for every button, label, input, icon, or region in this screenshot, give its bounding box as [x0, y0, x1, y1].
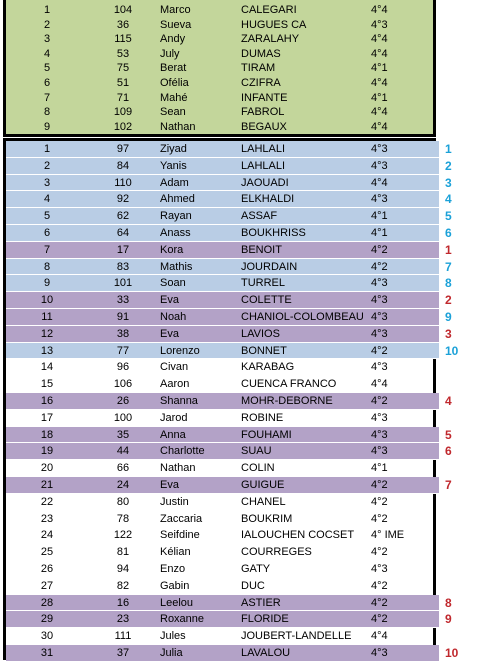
bib-number-cell: 64	[116, 227, 130, 239]
class-cell: 4°1	[371, 91, 388, 104]
bib-number-cell: 110	[114, 176, 132, 189]
first-name-cell: Zaccaria	[160, 512, 203, 525]
position-cell: 24	[40, 529, 54, 542]
last-name-cell: FABROL	[241, 106, 285, 119]
first-name-cell: Yanis	[160, 159, 187, 172]
position-cell: 5	[43, 62, 51, 75]
first-name-cell: Lorenzo	[160, 344, 200, 357]
class-cell: 4°2	[371, 395, 388, 407]
rank-label: 10	[445, 343, 459, 358]
rank-label: 8	[445, 276, 452, 291]
bib-number-cell: 23	[116, 613, 130, 626]
main-group-block	[3, 138, 436, 660]
class-cell: 4°3	[371, 193, 388, 206]
position-cell: 16	[40, 395, 54, 407]
class-cell: 4°2	[371, 596, 388, 609]
table-row	[6, 393, 439, 410]
first-name-cell: Marco	[160, 4, 191, 16]
class-cell: 4°2	[371, 512, 388, 525]
first-name-cell: Julia	[160, 647, 183, 659]
first-name-cell: Enzo	[160, 563, 186, 575]
class-cell: 4°4	[371, 4, 388, 16]
class-cell: 4°3	[371, 647, 388, 659]
table-row	[6, 119, 439, 136]
rank-label: 2	[445, 158, 452, 173]
class-cell: 4°3	[371, 428, 388, 441]
first-name-cell: Eva	[160, 294, 179, 307]
table-row	[6, 343, 439, 360]
position-cell: 3	[43, 33, 51, 46]
class-cell: 4°4	[371, 77, 388, 89]
rank-label: 5	[445, 427, 452, 442]
position-cell: 31	[40, 647, 54, 659]
class-cell: 4°4	[371, 176, 388, 189]
table-row	[6, 611, 439, 628]
rank-label: 3	[445, 175, 452, 190]
table-row	[6, 175, 439, 192]
last-name-cell: BOUKHRISS	[241, 227, 306, 239]
top-group-block	[3, 0, 436, 137]
first-name-cell: Eva	[160, 479, 179, 491]
rank-label: 8	[445, 595, 452, 610]
bib-number-cell: 38	[116, 327, 130, 340]
class-cell: 4°3	[371, 361, 388, 374]
table-row	[6, 242, 439, 259]
rank-label: 4	[445, 394, 452, 408]
rank-label: 4	[445, 192, 452, 207]
position-cell: 14	[40, 361, 54, 374]
table-row	[6, 326, 439, 343]
bib-number-cell: 96	[116, 361, 130, 374]
class-cell: 4°4	[371, 47, 388, 60]
last-name-cell: COLETTE	[241, 294, 292, 307]
last-name-cell: FLORIDE	[241, 613, 289, 626]
position-cell: 6	[43, 77, 51, 89]
bib-number-cell: 44	[116, 445, 130, 458]
position-cell: 26	[40, 563, 54, 575]
last-name-cell: CHANEL	[241, 495, 286, 508]
bib-number-cell: 84	[116, 159, 130, 172]
rank-label: 1	[445, 242, 452, 257]
last-name-cell: DUC	[241, 579, 265, 592]
table-row	[6, 275, 439, 292]
first-name-cell: Aaron	[160, 378, 190, 391]
last-name-cell: CALEGARI	[241, 4, 297, 16]
bib-number-cell: 83	[116, 260, 130, 273]
table-row	[6, 259, 439, 276]
position-cell: 10	[40, 294, 54, 307]
first-name-cell: Soan	[160, 277, 186, 290]
position-cell: 1	[43, 143, 51, 155]
last-name-cell: CUENCA FRANCO	[241, 378, 337, 391]
first-name-cell: Ziyad	[160, 143, 187, 155]
bib-number-cell: 104	[113, 4, 133, 16]
class-cell: 4°1	[371, 210, 388, 223]
class-cell: 4°4	[371, 120, 388, 133]
last-name-cell: DUMAS	[241, 47, 281, 60]
first-name-cell: Leelou	[160, 596, 194, 609]
bib-number-cell: 101	[113, 277, 133, 290]
table-row	[6, 578, 439, 595]
bib-number-cell: 51	[116, 77, 130, 89]
table-row	[6, 225, 439, 242]
bib-number-cell: 24	[116, 479, 130, 491]
class-cell: 4° IME	[371, 529, 405, 542]
table-row	[6, 511, 439, 528]
rank-label: 1	[445, 142, 452, 156]
last-name-cell: LAVIOS	[241, 327, 280, 340]
position-cell: 3	[43, 176, 51, 189]
position-cell: 6	[43, 227, 51, 239]
table-row	[6, 443, 439, 460]
position-cell: 25	[40, 546, 54, 559]
rank-label: 2	[445, 293, 452, 308]
table-row	[6, 628, 439, 645]
bib-number-cell: 111	[114, 630, 132, 643]
bib-number-cell: 122	[113, 529, 133, 542]
class-cell: 4°2	[371, 260, 388, 273]
table-row	[6, 410, 439, 427]
table-row	[6, 527, 439, 544]
class-cell: 4°1	[371, 62, 388, 75]
table-row	[6, 376, 439, 393]
table-row	[6, 645, 439, 662]
last-name-cell: BENOIT	[241, 243, 282, 256]
position-cell: 30	[40, 630, 54, 643]
position-cell: 4	[43, 47, 51, 60]
last-name-cell: CZIFRA	[241, 77, 281, 89]
last-name-cell: BOUKRIM	[241, 512, 293, 525]
position-cell: 5	[43, 210, 51, 223]
table-row	[6, 494, 439, 511]
bib-number-cell: 75	[116, 62, 130, 75]
bib-number-cell: 97	[116, 143, 130, 155]
table-row	[6, 460, 439, 477]
position-cell: 9	[43, 120, 51, 133]
position-cell: 2	[43, 159, 51, 172]
first-name-cell: Shanna	[160, 395, 198, 407]
class-cell: 4°2	[371, 495, 388, 508]
position-cell: 19	[40, 445, 54, 458]
table-row	[6, 359, 439, 376]
class-cell: 4°3	[371, 18, 388, 31]
last-name-cell: JAOUADI	[241, 176, 289, 189]
bib-number-cell: 16	[116, 596, 130, 609]
table-row	[6, 158, 439, 175]
position-cell: 12	[40, 327, 54, 340]
bib-number-cell: 109	[113, 106, 133, 119]
last-name-cell: GUIGUE	[241, 479, 285, 491]
first-name-cell: Ofélia	[160, 77, 189, 89]
table-row	[6, 544, 439, 561]
bib-number-cell: 100	[113, 411, 133, 424]
rank-label: 6	[445, 444, 452, 459]
class-cell: 4°3	[371, 294, 388, 307]
class-cell: 4°3	[371, 563, 388, 575]
position-cell: 8	[43, 260, 51, 273]
position-cell: 4	[43, 193, 51, 206]
class-cell: 4°4	[371, 33, 388, 46]
bib-number-cell: 26	[116, 395, 130, 407]
first-name-cell: Civan	[160, 361, 189, 374]
position-cell: 11	[41, 311, 53, 323]
position-cell: 8	[43, 106, 51, 119]
bib-number-cell: 115	[114, 33, 132, 46]
table-row	[6, 292, 439, 309]
position-cell: 22	[40, 495, 54, 508]
bib-number-cell: 71	[116, 91, 130, 104]
last-name-cell: COURREGES	[241, 546, 312, 559]
first-name-cell: Charlotte	[160, 445, 205, 458]
class-cell: 4°1	[371, 227, 388, 239]
last-name-cell: COLIN	[241, 462, 275, 475]
rank-label: 6	[445, 226, 452, 240]
table-row	[6, 477, 439, 494]
position-cell: 7	[43, 243, 51, 256]
rank-label: 3	[445, 326, 452, 341]
first-name-cell: July	[160, 47, 180, 60]
first-name-cell: Eva	[160, 327, 179, 340]
position-cell: 1	[43, 4, 51, 16]
bib-number-cell: 62	[116, 210, 130, 223]
table-row	[6, 309, 439, 326]
last-name-cell: ROBINE	[241, 411, 284, 424]
bib-number-cell: 36	[116, 18, 130, 31]
last-name-cell: CHANIOL-COLOMBEAU	[241, 311, 364, 323]
first-name-cell: Roxanne	[160, 613, 205, 626]
first-name-cell: Nathan	[160, 120, 196, 133]
class-cell: 4°2	[371, 344, 388, 357]
last-name-cell: GATY	[241, 563, 271, 575]
position-cell: 28	[40, 596, 54, 609]
class-cell: 4°2	[371, 579, 388, 592]
position-cell: 20	[40, 462, 54, 475]
class-cell: 4°3	[371, 327, 388, 340]
bib-number-cell: 33	[116, 294, 130, 307]
table-row	[6, 427, 439, 444]
position-cell: 2	[43, 18, 51, 31]
table-row	[6, 191, 439, 208]
bib-number-cell: 37	[116, 647, 130, 659]
rank-label: 5	[445, 209, 452, 224]
position-cell: 23	[40, 512, 54, 525]
class-cell: 4°3	[371, 143, 388, 155]
class-cell: 4°2	[371, 243, 388, 256]
first-name-cell: Kora	[160, 243, 184, 256]
first-name-cell: Anass	[160, 227, 191, 239]
table-row	[6, 561, 439, 578]
last-name-cell: MOHR-DEBORNE	[241, 395, 333, 407]
last-name-cell: ZARALAHY	[241, 33, 300, 46]
first-name-cell: Nathan	[160, 462, 196, 475]
bib-number-cell: 106	[113, 378, 133, 391]
last-name-cell: BONNET	[241, 344, 287, 357]
first-name-cell: Noah	[160, 311, 187, 323]
last-name-cell: LAHLALI	[241, 143, 286, 155]
first-name-cell: Rayan	[160, 210, 192, 223]
bib-number-cell: 82	[116, 579, 130, 592]
table-row	[6, 208, 439, 225]
first-name-cell: Justin	[160, 495, 189, 508]
last-name-cell: ASSAF	[241, 210, 278, 223]
bib-number-cell: 81	[116, 546, 130, 559]
table-row	[6, 595, 439, 612]
last-name-cell: JOURDAIN	[241, 260, 298, 273]
last-name-cell: IALOUCHEN COCSET	[241, 529, 355, 542]
position-cell: 13	[40, 344, 54, 357]
position-cell: 21	[40, 479, 54, 491]
first-name-cell: Seifdine	[160, 529, 200, 542]
position-cell: 18	[40, 428, 54, 441]
position-cell: 15	[40, 378, 54, 391]
last-name-cell: KARABAG	[241, 361, 295, 374]
table-row	[6, 141, 439, 158]
class-cell: 4°3	[371, 159, 388, 172]
last-name-cell: BEGAUX	[241, 120, 287, 133]
bib-number-cell: 91	[116, 311, 130, 323]
first-name-cell: Adam	[160, 176, 189, 189]
class-cell: 4°4	[371, 630, 388, 643]
position-cell: 17	[40, 411, 54, 424]
class-cell: 4°2	[371, 479, 388, 491]
class-cell: 4°3	[371, 311, 388, 323]
bib-number-cell: 66	[116, 462, 130, 475]
class-cell: 4°3	[371, 411, 388, 424]
bib-number-cell: 92	[116, 193, 130, 206]
position-cell: 29	[40, 613, 54, 626]
class-cell: 4°1	[371, 462, 388, 475]
first-name-cell: Sean	[160, 106, 186, 119]
class-cell: 4°3	[371, 277, 388, 290]
position-cell: 9	[43, 277, 51, 290]
last-name-cell: LAHLALI	[241, 159, 286, 172]
last-name-cell: SUAU	[241, 445, 272, 458]
last-name-cell: LAVALOU	[241, 647, 291, 659]
last-name-cell: ASTIER	[241, 596, 281, 609]
first-name-cell: Berat	[160, 62, 187, 75]
last-name-cell: FOUHAMI	[241, 428, 292, 441]
rank-label: 10	[445, 646, 459, 660]
bib-number-cell: 94	[116, 563, 130, 575]
bib-number-cell: 80	[116, 495, 130, 508]
bib-number-cell: 17	[116, 243, 130, 256]
first-name-cell: Gabin	[160, 579, 190, 592]
first-name-cell: Jules	[160, 630, 186, 643]
bib-number-cell: 77	[116, 344, 130, 357]
first-name-cell: Jarod	[160, 411, 188, 424]
bib-number-cell: 102	[113, 120, 133, 133]
first-name-cell: Anna	[160, 428, 186, 441]
class-cell: 4°4	[371, 378, 388, 391]
last-name-cell: HUGUES CA	[241, 18, 307, 31]
rank-label: 9	[445, 612, 452, 627]
first-name-cell: Mahé	[160, 91, 188, 104]
first-name-cell: Mathis	[160, 260, 193, 273]
position-cell: 27	[40, 579, 54, 592]
rank-label: 7	[445, 259, 452, 274]
rank-label: 9	[445, 310, 452, 324]
bib-number-cell: 35	[116, 428, 130, 441]
class-cell: 4°2	[371, 613, 388, 626]
first-name-cell: Andy	[160, 33, 186, 46]
rank-label: 7	[445, 478, 452, 492]
class-cell: 4°3	[371, 445, 388, 458]
last-name-cell: INFANTE	[241, 91, 288, 104]
last-name-cell: TURREL	[241, 277, 286, 290]
last-name-cell: JOUBERT-LANDELLE	[241, 630, 352, 643]
class-cell: 4°4	[371, 106, 388, 119]
first-name-cell: Sueva	[160, 18, 192, 31]
class-cell: 4°2	[371, 546, 388, 559]
position-cell: 7	[43, 91, 51, 104]
bib-number-cell: 78	[116, 512, 130, 525]
first-name-cell: Kélian	[160, 546, 191, 559]
bib-number-cell: 53	[116, 47, 130, 60]
last-name-cell: TIRAM	[241, 62, 276, 75]
last-name-cell: ELKHALDI	[241, 193, 295, 206]
first-name-cell: Ahmed	[160, 193, 195, 206]
